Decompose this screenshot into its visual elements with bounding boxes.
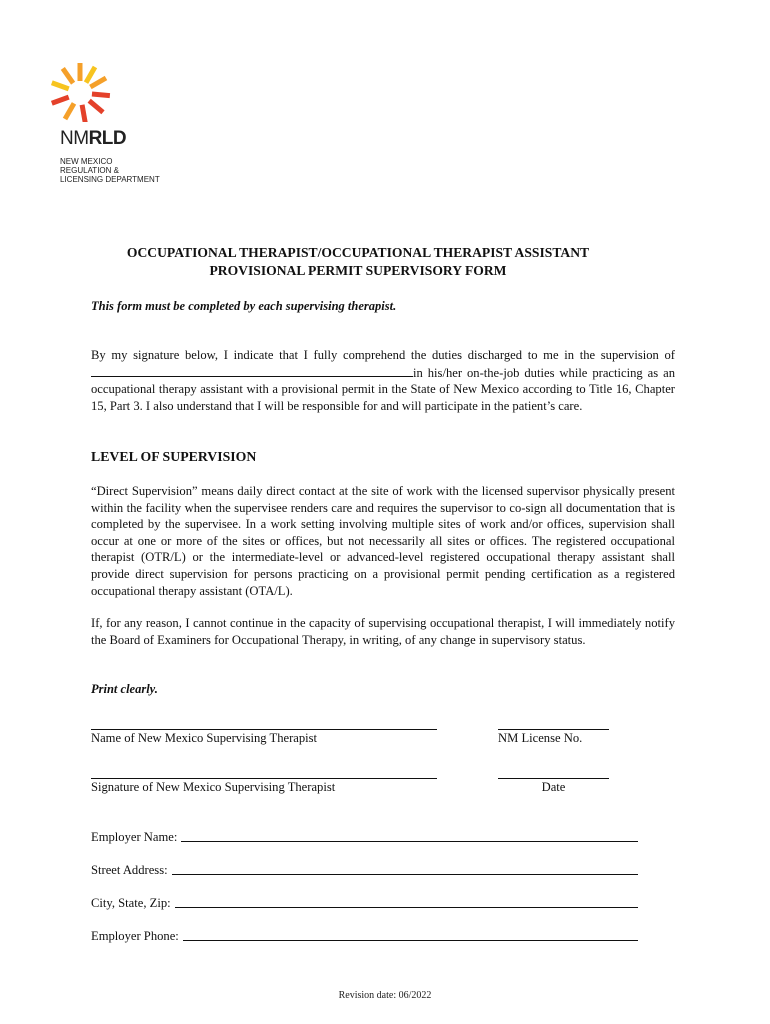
city-state-zip-input[interactable] xyxy=(175,895,638,908)
date-label: Date xyxy=(541,780,566,794)
department-name xyxy=(60,157,160,184)
supervising-therapist-name-label: Name of New Mexico Supervising Therapist xyxy=(91,731,318,745)
employer-name-input[interactable] xyxy=(181,829,638,842)
city-state-zip-label: City, State, Zip: xyxy=(91,896,171,910)
department-line: LICENSING DEPARTMENT xyxy=(60,175,160,184)
logo-wordmark-nm: NM xyxy=(60,128,89,149)
department-line: REGULATION & xyxy=(60,166,119,175)
employer-phone-field xyxy=(91,928,638,944)
license-number-label: NM License No. xyxy=(498,731,583,745)
supervising-therapist-name-line[interactable] xyxy=(91,729,437,730)
logo-wordmark xyxy=(60,128,126,150)
supervisee-name-blank[interactable] xyxy=(91,364,413,377)
level-of-supervision-heading: LEVEL OF SUPERVISION xyxy=(91,449,257,464)
signature-label: Signature of New Mexico Supervising Therapist xyxy=(91,780,336,794)
employer-name-field xyxy=(91,829,638,845)
form-title xyxy=(60,244,656,280)
direct-supervision-paragraph: “Direct Supervision” means daily direct contact at the site of work with the licensed supervisor physically present within the facility when the supervisee renders care and requires the supervisor to co-sign all documentation that is completed by the supervisee. In a work setting involving multiple sites of work and/or offices, supervision shall occur at one or more of the sites or offices, but not necessarily all sites or offices. The registered occupational therapist (OTR/L) or the intermediate-level or advanced-level registered occupational therapy assistant shall provide direct supervision for persons practicing on a provisional permit pending certification as a registered occupational therapy assistant (OTA/L). xyxy=(91,484,675,598)
employer-phone-label: Employer Phone: xyxy=(91,929,179,943)
print-clearly-note: Print clearly. xyxy=(91,682,158,696)
date-line[interactable] xyxy=(498,778,609,779)
employer-name-label: Employer Name: xyxy=(91,830,178,844)
revision-date: Revision date: 06/2022 xyxy=(338,990,432,1001)
intro-of: of xyxy=(664,348,675,362)
street-address-field xyxy=(91,862,638,878)
license-number-line[interactable] xyxy=(498,729,609,730)
intro-paragraph xyxy=(91,347,675,414)
nmrld-logo-icon xyxy=(44,60,124,122)
notify-paragraph: If, for any reason, I cannot continue in the capacity of supervising occupational therapist, I will immediately notify the Board of Examiners for Occupational Therapy, in writing, of any change in supervisory status. xyxy=(91,616,675,647)
completion-note: This form must be completed by each supervising therapist. xyxy=(91,299,397,313)
street-address-input[interactable] xyxy=(172,862,638,875)
intro-rest: as an occupational therapy assistant with a provisional permit in the State of New Mexico according to Title 16, Chapter 15, Part 3. I also understand that I will be responsible for and will participate in the patient’s care. xyxy=(91,365,676,413)
department-line: NEW MEXICO xyxy=(60,157,113,166)
city-state-zip-field xyxy=(91,895,638,911)
form-title-line-1: OCCUPATIONAL THERAPIST/OCCUPATIONAL THERAPIST ASSISTANT xyxy=(126,245,590,260)
street-address-label: Street Address: xyxy=(91,863,168,877)
employer-phone-input[interactable] xyxy=(183,928,638,941)
logo-wordmark-rld: RLD xyxy=(88,128,127,149)
signature-line[interactable] xyxy=(91,778,437,779)
intro-line-1: By my signature below, I indicate that I fully comprehend the duties discharged to me in the supervision xyxy=(91,348,659,362)
intro-line-2-rest: in his/her on-the-job duties while practicing xyxy=(413,365,643,380)
form-title-line-2: PROVISIONAL PERMIT SUPERVISORY FORM xyxy=(209,263,507,278)
